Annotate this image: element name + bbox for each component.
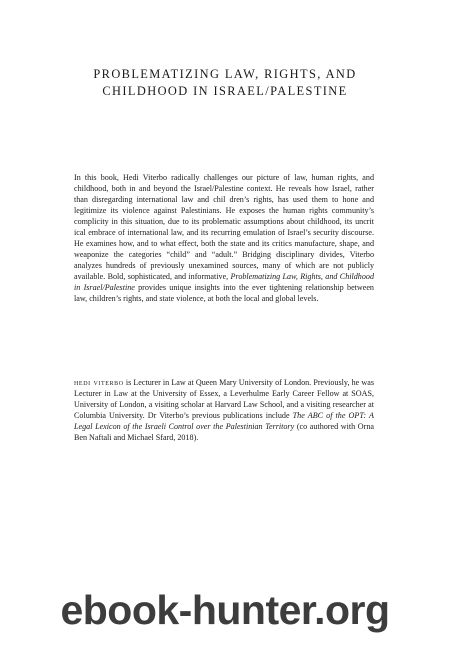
book-title-line-1: PROBLEMATIZING LAW, RIGHTS, AND <box>93 67 357 81</box>
author-bio-text-2: (co authored with Orna Ben Naftali and Michael Sfard, 2018). <box>74 422 374 442</box>
previous-book-title: The ABC of the OPT: A Legal Lexicon of the Israeli Control over the Palestinian Territory <box>74 411 375 431</box>
watermark-text: ebook-hunter.org <box>60 587 390 633</box>
author-name: hedi viterbo <box>74 378 124 387</box>
book-description <box>74 172 374 304</box>
book-title-line-2: CHILDHOOD IN ISRAEL/PALESTINE <box>102 84 348 98</box>
description-text-2: provides unique insights into the ever tightening relationship between law, children’s rights, and state violence, at both the local and global levels. <box>74 283 374 303</box>
description-text-1: In this book, Hedi Viterbo radically challenges our picture of law, human rights, and childhood, both in and beyond the Israel/Palestine context. He reveals how Israel, rather than disregarding international law and chil dren’s rights, has used them to hone and legitimize its violence against Palestinians. He exposes the human rights community’s complicity in this situation, due to its problematic assumptions about childhood, its uncrit ical embrace of international law, and its recurring emulation of Israel’s security discourse. He examines how, and to what effect, both the state and its critics manufacture, shape, and weaponize the categories “child” and “adult.” Bridging disciplinary divides, Viterbo analyzes hundreds of previously unexamined sources, many of which are not publicly available. Bold, sophisticated, and informative, <box>74 173 374 281</box>
description-book-title: Problematizing Law, Rights, and Childhood in Israel/Palestine <box>74 272 374 292</box>
book-title <box>60 66 390 100</box>
author-bio <box>74 377 374 443</box>
author-bio-text-1: is Lecturer in Law at Queen Mary University of London. Previously, he was Lecturer in Law at the University of Essex, a Leverhulme Early Career Fellow at SOAS, University of London, a visiting scholar at Harvard Law School, and a visiting researcher at Columbia University. Dr Viterbo’s previous publications include <box>74 378 374 420</box>
